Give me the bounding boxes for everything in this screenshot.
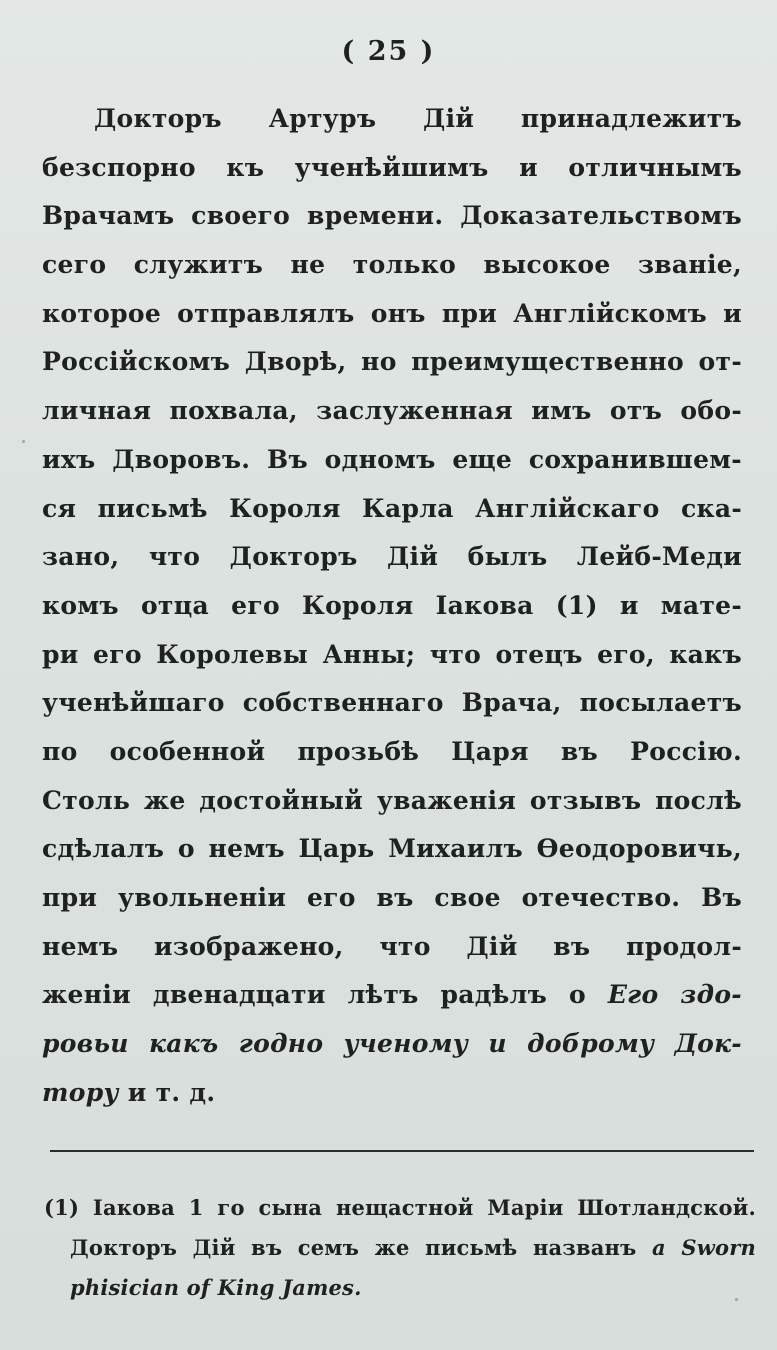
text-run: женіи двенадцати лѣтъ радѣлъ о: [42, 980, 608, 1010]
text-line: [42, 192, 742, 241]
text-run: Россійскомъ Дворѣ, но преимущественно от-: [42, 347, 742, 377]
text-line: [42, 387, 742, 436]
italic-text: тору: [42, 1077, 119, 1107]
text-line: [42, 777, 742, 826]
paper-speck: [735, 1298, 738, 1301]
text-line: [42, 679, 742, 728]
text-line: [42, 1069, 742, 1118]
text-run: Докторъ Артуръ Дій принадлежитъ: [94, 104, 742, 133]
text-line: [42, 485, 742, 534]
text-line: [42, 582, 742, 631]
text-run: Докторъ Дій въ семъ же письмѣ названъ: [70, 1235, 653, 1260]
text-run: (1) Іакова 1 го сына нещастной Маріи Шотландской.: [44, 1195, 756, 1220]
footnote-line: [44, 1268, 756, 1308]
text-run: при увольненіи его въ свое отечество. Въ: [42, 883, 742, 912]
italic-text: a Sworn: [652, 1235, 756, 1260]
text-line: [42, 95, 742, 144]
text-run: сдѣлалъ о немъ Царь Михаилъ Ѳеодоровичь,: [42, 834, 742, 864]
text-line: [42, 825, 742, 874]
main-paragraph: [42, 95, 742, 1117]
text-run: ся письмѣ Короля Карла Англійскаго ска-: [42, 493, 742, 523]
italic-text: Его здо-: [607, 980, 742, 1010]
text-run: и т. д.: [118, 1077, 216, 1107]
text-line: [42, 1020, 742, 1069]
footnote-divider: [50, 1150, 754, 1152]
text-run: которое отправлялъ онъ при Англійскомъ и: [42, 298, 742, 328]
text-run: сего служитъ не только высокое званіе,: [42, 250, 742, 280]
text-run: немъ изображено, что Дій въ продол-: [42, 931, 742, 961]
text-line: [42, 241, 742, 290]
page-number: ( 25 ): [341, 36, 436, 67]
text-run: Столь же достойный уваженія отзывъ послѣ: [42, 785, 742, 815]
text-run: личная похвала, заслуженная имъ отъ обо-: [42, 396, 742, 426]
footnote-line: [44, 1188, 756, 1228]
text-line: [42, 533, 742, 582]
footnote-line: [44, 1228, 756, 1268]
text-line: [42, 874, 742, 923]
text-line: [42, 631, 742, 680]
text-run: безспорно къ ученѣйшимъ и отличнымъ: [42, 152, 742, 182]
text-line: [42, 971, 742, 1020]
footnote: [44, 1188, 756, 1308]
text-run: комъ отца его Короля Іакова (1) и мате-: [42, 590, 742, 620]
text-run: ученѣйшаго собственнаго Врача, посылаетъ: [42, 688, 742, 718]
text-line: [42, 338, 742, 387]
text-run: Врачамъ своего времени. Доказательствомъ: [42, 201, 742, 231]
text-run: по особенной прозьбѣ Царя въ Россію.: [42, 736, 742, 766]
text-line: [42, 144, 742, 193]
italic-text: ровьи какъ годно ученому и доброму Док-: [42, 1029, 742, 1059]
text-run: ри его Королевы Анны; что отецъ его, какъ: [42, 639, 742, 669]
text-line: [42, 436, 742, 485]
text-run: ихъ Дворовъ. Въ одномъ еще сохранившем-: [42, 444, 742, 474]
text-line: [42, 728, 742, 777]
text-line: [42, 923, 742, 972]
text-line: [42, 290, 742, 339]
italic-text: phisician of King James.: [70, 1275, 362, 1300]
text-run: зано, что Докторъ Дій былъ Лейб-Меди: [42, 542, 742, 572]
paper-speck: [22, 440, 25, 443]
